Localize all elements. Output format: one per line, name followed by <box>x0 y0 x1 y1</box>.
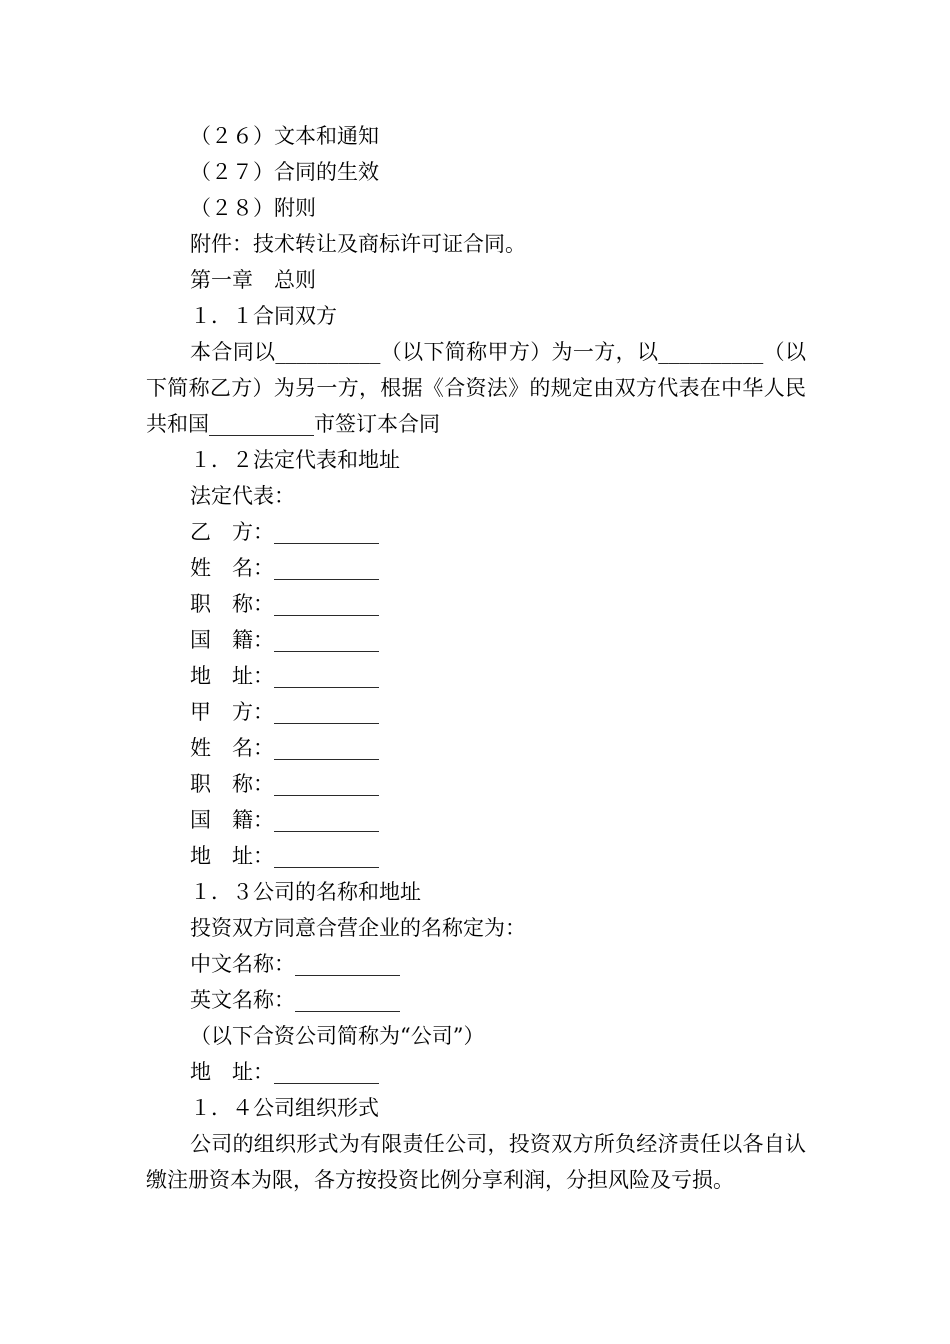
party-a-address-field: 地 址：__________ <box>190 844 379 868</box>
section-1-4-body: 公司的组织形式为有限责任公司，投资双方所负经济责任以各自认缴注册资本为限，各方按投资比例分享利润，分担风险及亏损。 <box>146 1132 806 1192</box>
company-address-field: 地 址：__________ <box>190 1060 379 1084</box>
toc-item-26: （２６）文本和通知 <box>190 124 379 148</box>
party-b-name-field: 姓 名：__________ <box>190 556 379 580</box>
chapter-1-title: 第一章 总则 <box>190 268 316 292</box>
section-1-3-heading: １．３公司的名称和地址 <box>190 880 421 904</box>
chinese-name-field: 中文名称：__________ <box>190 952 400 976</box>
toc-item-28: （２８）附则 <box>190 196 316 220</box>
party-b-field: 乙 方：__________ <box>190 520 379 544</box>
attachment-note: 附件：技术转让及商标许可证合同。 <box>190 232 526 256</box>
section-1-2-heading: １．２法定代表和地址 <box>190 448 400 472</box>
party-a-name-field: 姓 名：__________ <box>190 736 379 760</box>
party-b-nationality-field: 国 籍：__________ <box>190 628 379 652</box>
section-1-3-intro: 投资双方同意合营企业的名称定为： <box>190 916 526 940</box>
party-a-nationality-field: 国 籍：__________ <box>190 808 379 832</box>
english-name-field: 英文名称：__________ <box>190 988 400 1012</box>
party-a-title-field: 职 称：__________ <box>190 772 379 796</box>
party-b-title-field: 职 称：__________ <box>190 592 379 616</box>
document-body <box>146 118 806 1198</box>
party-a-field: 甲 方：__________ <box>190 700 379 724</box>
section-1-1-body: 本合同以__________（以下简称甲方）为一方，以__________（以下简称乙方）为另一方，根据《合资法》的规定由双方代表在中华人民共和国__________市签订本合同 <box>146 340 806 436</box>
toc-item-27: （２７）合同的生效 <box>190 160 379 184</box>
company-abbreviation-note: （以下合资公司简称为“公司”） <box>190 1024 485 1048</box>
section-1-1-heading: １．１合同双方 <box>190 304 337 328</box>
party-b-address-field: 地 址：__________ <box>190 664 379 688</box>
section-1-4-heading: １．４公司组织形式 <box>190 1096 379 1120</box>
legal-representative-label: 法定代表： <box>190 484 295 508</box>
